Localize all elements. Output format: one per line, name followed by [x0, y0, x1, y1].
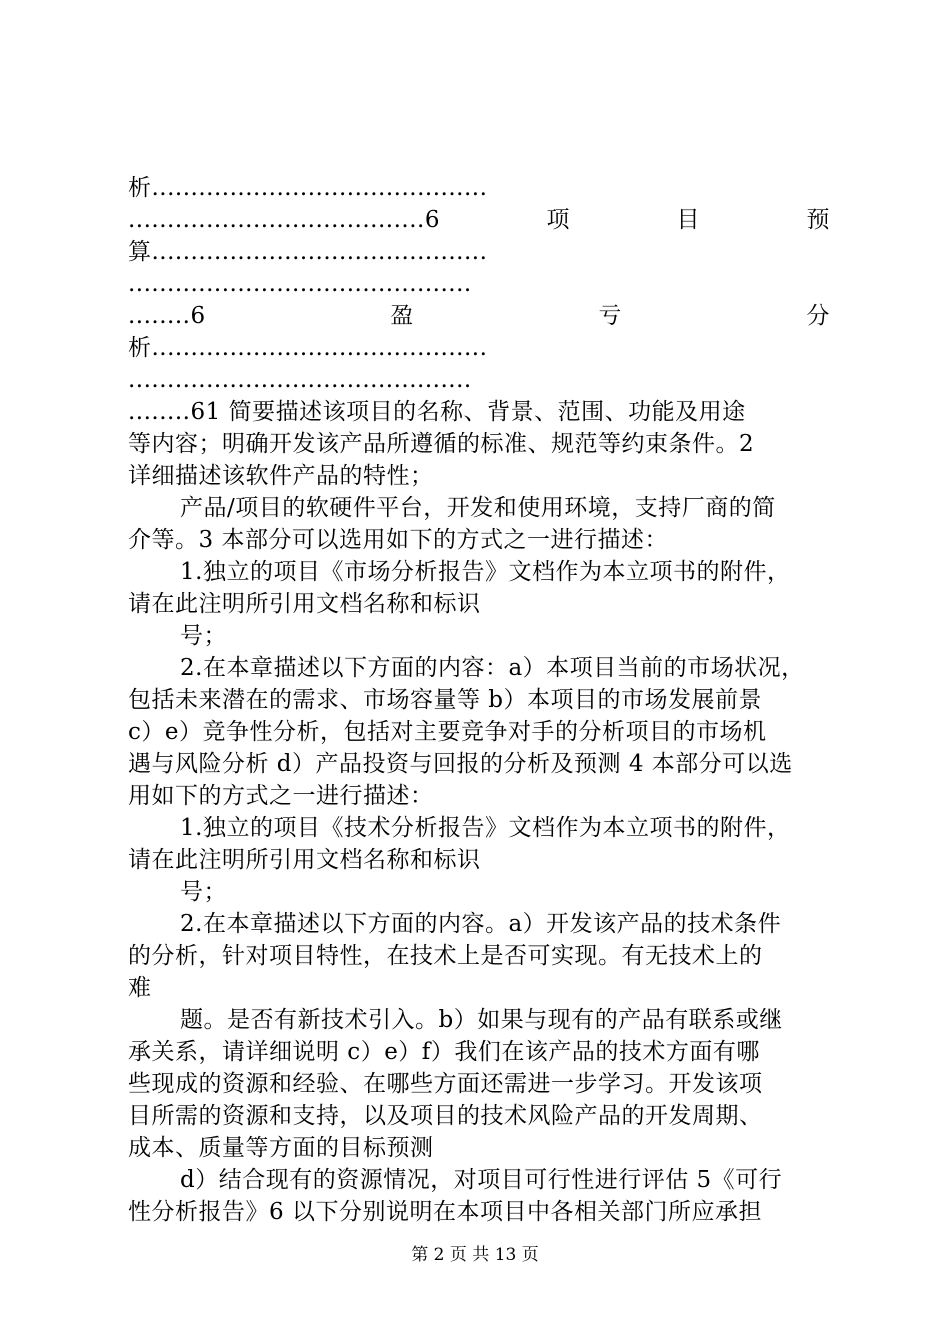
toc-dots: ........6: [128, 303, 206, 329]
text-line: 请在此注明所引用文档名称和标识: [128, 847, 481, 873]
text-line: 难: [128, 975, 152, 1001]
text-line: 题。是否有新技术引入。b）如果与现有的产品有联系或继: [180, 1007, 783, 1033]
toc-line: ............................................: [128, 271, 472, 297]
toc-line: ............................................: [128, 367, 472, 393]
text-line: 介等。3 本部分可以选用如下的方式之一进行描述：: [128, 527, 668, 553]
text-line: 用如下的方式之一进行描述：: [128, 783, 434, 809]
text-line: 的分析，针对项目特性，在技术上是否可实现。有无技术上的: [128, 943, 763, 969]
text-line: 1.独立的项目《市场分析报告》文档作为本立项书的附件，: [180, 559, 791, 585]
text-line: 1.独立的项目《技术分析报告》文档作为本立项书的附件，: [180, 815, 791, 841]
text-line: 包括未来潜在的需求、市场容量等 b）本项目的市场发展前景: [128, 687, 763, 713]
text-line: c）e）竞争性分析，包括对主要竞争对手的分析项目的市场机: [128, 719, 767, 745]
page-number-footer: 第 2 页 共 13 页: [411, 1245, 539, 1265]
text-line: 2.在本章描述以下方面的内容。a）开发该产品的技术条件: [180, 911, 782, 937]
text-line: 等内容；明确开发该产品所遵循的标准、规范等约束条件。2: [128, 431, 755, 457]
toc-word: 亏: [598, 303, 622, 329]
toc-word: 分: [806, 303, 830, 329]
text-line: d）结合现有的资源情况，对项目可行性进行评估 5《可行: [180, 1167, 783, 1193]
toc-line: 析...........................................: [128, 335, 488, 361]
toc-line: 算...........................................: [128, 239, 488, 265]
text-line: 性分析报告》6 以下分别说明在本项目中各相关部门所应承担: [128, 1199, 762, 1225]
text-line: 产品/项目的软硬件平台，开发和使用环境，支持厂商的简: [180, 495, 776, 521]
text-line: 遇与风险分析 d）产品投资与回报的分析及预测 4 本部分可以选: [128, 751, 793, 777]
toc-dots: ......................................6: [128, 207, 440, 233]
toc-line: [128, 204, 830, 236]
toc-word: 目: [676, 207, 700, 233]
text-line: 号；: [180, 879, 227, 905]
text-line: 目所需的资源和支持，以及项目的技术风险产品的开发周期、: [128, 1103, 763, 1129]
text-line: 成本、质量等方面的目标预测: [128, 1135, 434, 1161]
document-body: [128, 172, 830, 1228]
text-line: ........61 简要描述该项目的名称、背景、范围、功能及用途: [128, 399, 746, 425]
toc-line: 析...........................................: [128, 175, 488, 201]
text-line: 详细描述该软件产品的特性；: [128, 463, 434, 489]
text-line: 号；: [180, 623, 227, 649]
toc-word: 预: [806, 207, 830, 233]
toc-line: [128, 300, 830, 332]
text-line: 承关系，请详细说明 c）e）f）我们在该产品的技术方面有哪: [128, 1039, 760, 1065]
text-line: 2.在本章描述以下方面的内容：a）本项目当前的市场状况，: [180, 655, 805, 681]
text-line: 请在此注明所引用文档名称和标识: [128, 591, 481, 617]
toc-word: 盈: [390, 303, 414, 329]
text-line: 些现成的资源和经验、在哪些方面还需进一步学习。开发该项: [128, 1071, 763, 1097]
toc-word: 项: [546, 207, 570, 233]
